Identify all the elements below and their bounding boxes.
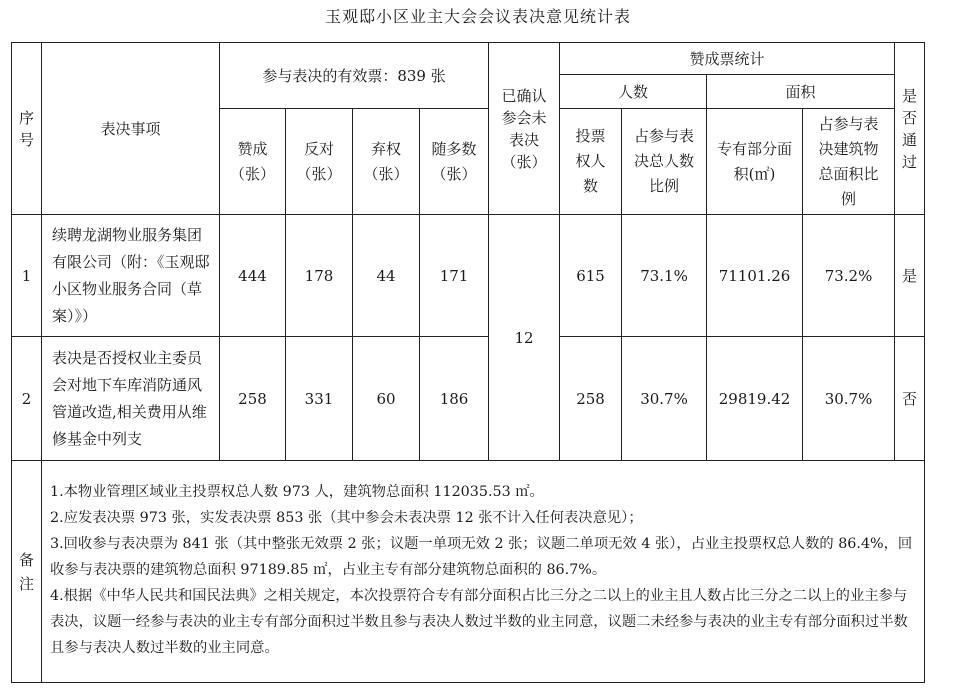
row-seq: 2 [12, 337, 42, 461]
row-seq: 1 [12, 215, 42, 337]
header-area: 面积 [707, 75, 895, 109]
row-voter-count: 615 [560, 215, 622, 337]
page-title: 玉观邸小区业主大会会议表决意见统计表 [324, 7, 631, 26]
row-passed: 是 [895, 215, 925, 337]
row-area-ratio: 30.7% [803, 337, 895, 461]
vote-statistics-table [11, 42, 925, 683]
row-area-ratio: 73.2% [803, 215, 895, 337]
row-abstain: 60 [353, 337, 420, 461]
header-matter: 表决事项 [42, 43, 220, 215]
row-people-ratio: 73.1% [622, 215, 707, 337]
row-oppose: 178 [286, 215, 353, 337]
row-exclusive-area: 29819.42 [707, 337, 803, 461]
note-item: 1.本物业管理区域业主投票权总人数 973 人，建筑物总面积 112035.53 ㎡。 [50, 484, 544, 500]
row-follow-majority: 186 [420, 337, 489, 461]
row-exclusive-area: 71101.26 [707, 215, 803, 337]
table-row [12, 337, 925, 461]
header-exclusive-area: 专有部分面积(㎡) [707, 109, 803, 215]
row-matter: 续聘龙湖物业服务集团有限公司（附：《玉观邸小区物业服务合同（草案）》） [42, 215, 220, 337]
row-approve: 258 [220, 337, 286, 461]
header-follow-majority: 随多数（张） [420, 109, 489, 215]
header-passed: 是否通过 [895, 43, 925, 215]
note-item: 4.根据《中华人民共和国民法典》之相关规定，本次投票符合专有部分面积占比三分之二以上的业主且人数占比三分之二以上的业主参与表决，议题一经参与表决的业主专有部分面积过半数且参与表决人数过半数的业主同意，议题二未经参与表决的业主专有部分面积过半数且参与表决人数过半数的业主同意。 [50, 588, 908, 656]
header-area-ratio: 占参与表决建筑物总面积比例 [803, 109, 895, 215]
notes-row [12, 461, 925, 683]
row-approve: 444 [220, 215, 286, 337]
table-row [12, 215, 925, 337]
header-confirmed-not-voted: 已确认参会未表决（张） [489, 43, 560, 215]
row-matter: 表决是否授权业主委员会对地下车库消防通风管道改造,相关费用从维修基金中列支 [42, 337, 220, 461]
header-valid-votes: 参与表决的有效票：839 张 [220, 43, 489, 109]
note-item: 3.回收参与表决票为 841 张（其中整张无效票 2 张；议题一单项无效 2 张；议题二单项无效 4 张），占业主投票权总人数的 86.4%，回收参与表决票的建筑物总面积 97189.85 ㎡，占业主专有部分建筑物总面积的 86.7%。 [50, 536, 913, 578]
header-abstain: 弃权（张） [353, 109, 420, 215]
row-people-ratio: 30.7% [622, 337, 707, 461]
note-item: 2.应发表决票 973 张，实发表决票 853 张（其中参会未表决票 12 张不计入任何表决意见）； [50, 510, 643, 526]
row-abstain: 44 [353, 215, 420, 337]
confirmed-not-voted-value: 12 [489, 215, 560, 461]
row-passed: 否 [895, 337, 925, 461]
row-follow-majority: 171 [420, 215, 489, 337]
header-people: 人数 [560, 75, 707, 109]
row-voter-count: 258 [560, 337, 622, 461]
header-people-ratio: 占参与表决总人数比例 [622, 109, 707, 215]
notes-content [42, 461, 925, 683]
header-voter-count: 投票权人数 [560, 109, 622, 215]
header-oppose: 反对（张） [286, 109, 353, 215]
notes-label: 备注 [12, 461, 42, 683]
header-approve-stats: 赞成票统计 [560, 43, 895, 75]
header-seq: 序号 [12, 43, 42, 215]
cropped-text-fragment [11, 680, 924, 690]
row-oppose: 331 [286, 337, 353, 461]
header-approve: 赞成（张） [220, 109, 286, 215]
